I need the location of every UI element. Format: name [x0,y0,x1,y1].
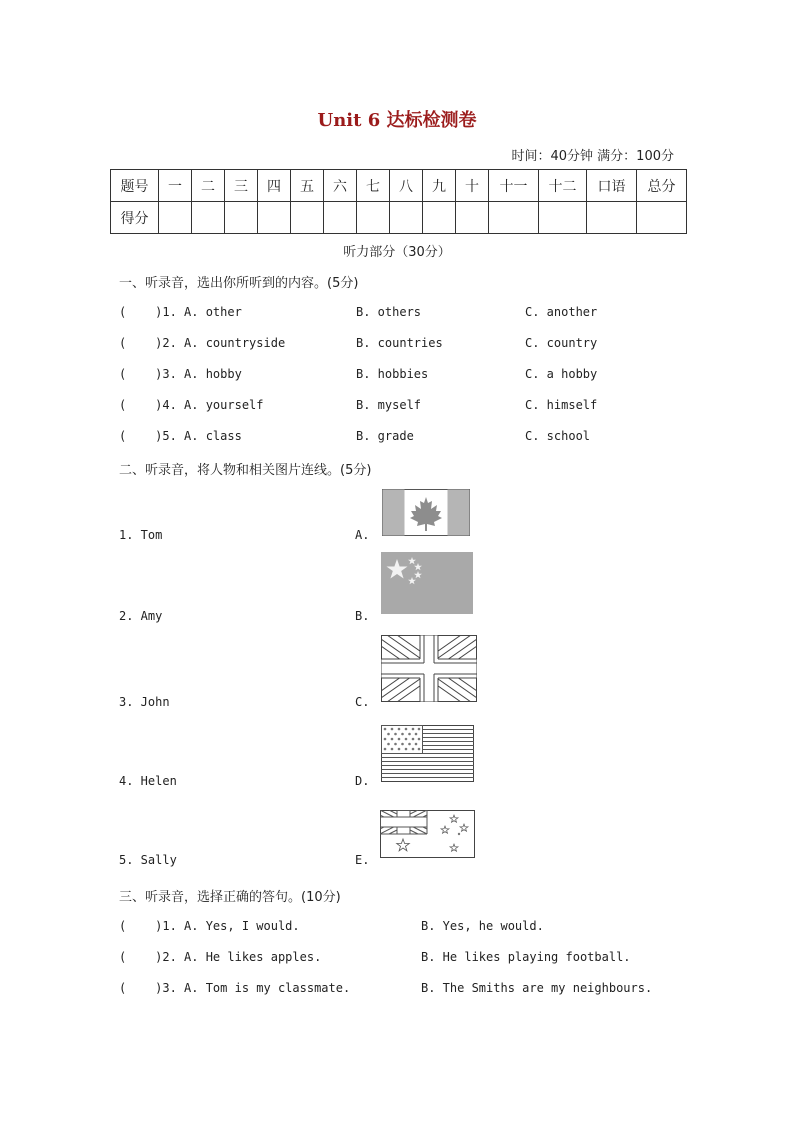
header-cell: 总分 [637,170,687,202]
section2-heading: 二、听录音，将人物和相关图片连线。(5分) [119,463,372,478]
list-item [119,398,719,416]
page-title: Unit 6 达标检测卷 [317,110,477,131]
header-cell: 九 [423,170,456,202]
list-item [119,950,719,968]
header-cell: 二 [192,170,225,202]
answer-option-a: ( )3. A. Tom is my classmate. [119,981,351,995]
score-row-label: 得分 [111,202,159,234]
listening-heading: 听力部分（30分） [343,245,451,260]
flag-letter: A. [355,528,370,542]
header-cell: 七 [357,170,390,202]
usa-flag-icon [381,725,474,782]
uk-flag-icon [381,635,477,702]
list-item [119,305,719,323]
question-option-a: ( )1. A. other [119,305,242,319]
score-table-score-row [111,202,687,234]
flag-letter: E. [355,853,370,867]
score-cell[interactable] [423,202,456,234]
question-option-a: ( )2. A. countryside [119,336,286,350]
flag-letter: D. [355,774,370,788]
score-cell[interactable] [539,202,587,234]
person-label: 3. John [119,695,170,709]
australia-flag-icon [380,810,475,858]
header-cell: 六 [324,170,357,202]
question-option-b: B. countries [356,336,443,350]
header-cell: 口语 [587,170,637,202]
score-cell[interactable] [258,202,291,234]
score-cell[interactable] [390,202,423,234]
question-option-b: B. others [356,305,422,319]
score-cell[interactable] [324,202,357,234]
header-cell: 题号 [111,170,159,202]
score-cell[interactable] [225,202,258,234]
question-option-c: C. school [525,429,591,443]
question-option-a: ( )3. A. hobby [119,367,242,381]
question-option-c: C. country [525,336,598,350]
list-item [119,336,719,354]
time-info: 时间：40分钟 满分：100分 [511,149,674,164]
person-label: 5. Sally [119,853,177,867]
answer-option-a: ( )2. A. He likes apples. [119,950,322,964]
score-cell[interactable] [587,202,637,234]
header-cell: 十一 [489,170,539,202]
score-cell[interactable] [357,202,390,234]
header-cell: 四 [258,170,291,202]
answer-option-b: B. Yes, he would. [421,919,544,933]
score-cell[interactable] [489,202,539,234]
question-option-a: ( )4. A. yourself [119,398,264,412]
question-option-c: C. himself [525,398,598,412]
score-cell[interactable] [159,202,192,234]
question-option-b: B. myself [356,398,422,412]
section1-heading: 一、听录音，选出你所听到的内容。(5分) [119,276,359,291]
score-cell[interactable] [456,202,489,234]
score-cell[interactable] [192,202,225,234]
section3-heading: 三、听录音，选择正确的答句。(10分) [119,890,341,905]
flag-letter: C. [355,695,370,709]
question-option-a: ( )5. A. class [119,429,242,443]
header-cell: 一 [159,170,192,202]
question-option-b: B. hobbies [356,367,429,381]
question-option-c: C. a hobby [525,367,598,381]
person-label: 2. Amy [119,609,163,623]
score-cell[interactable] [291,202,324,234]
person-label: 1. Tom [119,528,163,542]
person-label: 4. Helen [119,774,177,788]
score-table [110,169,687,234]
answer-option-b: B. He likes playing football. [421,950,631,964]
list-item [119,367,719,385]
answer-option-b: B. The Smiths are my neighbours. [421,981,653,995]
china-flag-icon [381,552,473,614]
question-option-b: B. grade [356,429,414,443]
question-option-c: C. another [525,305,598,319]
header-cell: 十 [456,170,489,202]
canada-flag-icon [382,489,470,536]
header-cell: 十二 [539,170,587,202]
list-item [119,919,719,937]
answer-option-a: ( )1. A. Yes, I would. [119,919,300,933]
score-cell[interactable] [637,202,687,234]
list-item [119,981,719,999]
header-cell: 八 [390,170,423,202]
flag-letter: B. [355,609,370,623]
list-item [119,429,719,447]
header-cell: 三 [225,170,258,202]
score-table-header-row [111,170,687,202]
header-cell: 五 [291,170,324,202]
